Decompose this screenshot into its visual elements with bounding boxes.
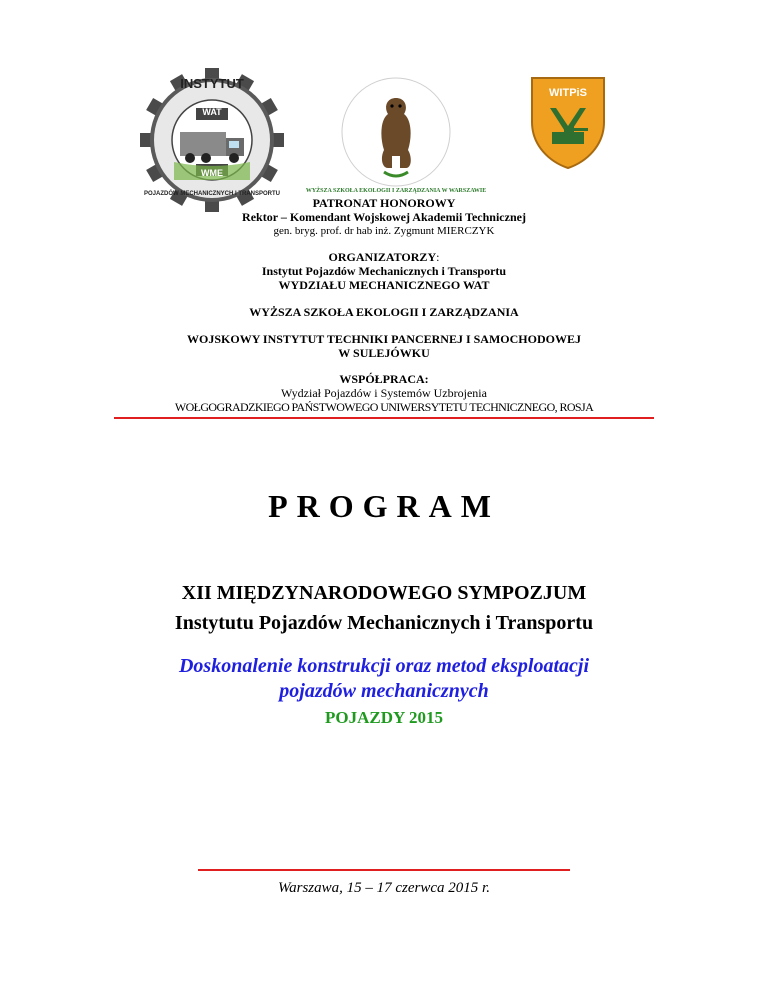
svg-text:WME: WME — [201, 168, 223, 178]
organizers — [0, 250, 768, 292]
program-title: PROGRAM — [268, 488, 500, 524]
svg-text:POJAZDÓW MECHANICZNYCH I TRANS: POJAZDÓW MECHANICZNYCH I TRANSPORTU — [144, 191, 280, 197]
witpis-shield-logo-icon — [528, 74, 608, 170]
patronage-line-1: Rektor – Komendant Wojskowej Akademii Technicznej — [242, 210, 526, 224]
bear-logo-icon — [305, 68, 487, 198]
witpis-line-2: W SULEJÓWKU — [338, 346, 430, 360]
event-name: POJAZDY 2015 — [325, 708, 443, 727]
organizers-heading: ORGANIZATORZY — [328, 250, 437, 264]
patronage-line-2: gen. bryg. prof. dr hab inż. Zygmunt MIERCZYK — [273, 225, 495, 237]
date-location: Warszawa, 15 – 17 czerwca 2015 r. — [278, 880, 490, 896]
svg-text:WYŻSZA SZKOŁA EKOLOGII I ZARZĄ: WYŻSZA SZKOŁA EKOLOGII I ZARZĄDZANIA W WARSZAWIE — [305, 188, 487, 194]
symposium-line-2: Instytutu Pojazdów Mechanicznych i Transportu — [174, 612, 594, 634]
svg-text:INSTYTUT: INSTYTUT — [180, 76, 244, 91]
organizers-line-1: Instytut Pojazdów Mechanicznych i Transportu — [261, 264, 507, 278]
wat-gear-logo-icon — [132, 70, 292, 210]
logos-row — [0, 60, 768, 210]
cooperation — [0, 372, 768, 414]
theme-line-2: pojazdów mechanicznych — [279, 680, 489, 702]
witpis-organizer — [0, 332, 768, 360]
organizers-heading-row — [0, 250, 768, 264]
organizers-line-2: WYDZIAŁU MECHANICZNEGO WAT — [278, 278, 490, 292]
honorary-patronage — [0, 196, 768, 238]
patronage-heading: PATRONAT HONOROWY — [312, 196, 456, 210]
svg-text:WITPiS: WITPiS — [549, 87, 587, 99]
symposium-line-1: XII MIĘDZYNARODOWEGO SYMPOZJUM — [181, 582, 587, 604]
cooperation-heading: WSPÓŁPRACA: — [339, 372, 429, 386]
witpis-line-1: WOJSKOWY INSTYTUT TECHNIKI PANCERNEJ I SAMOCHODOWEJ — [187, 332, 581, 346]
divider-top — [114, 417, 654, 419]
svg-text:WAT: WAT — [202, 107, 222, 117]
theme-line-1: Doskonalenie konstrukcji oraz metod eksploatacji — [178, 655, 590, 677]
organizers-colon: : — [436, 250, 440, 264]
cooperation-line-2: WOŁGOGRADZKIEGO PAŃSTWOWEGO UNIWERSYTETU TECHNICZNEGO, ROSJA — [174, 400, 594, 414]
wsez-organizer: WYŻSZA SZKOŁA EKOLOGII I ZARZĄDZANIA — [249, 305, 519, 319]
cooperation-line-1: Wydział Pojazdów i Systemów Uzbrojenia — [281, 386, 487, 400]
divider-bottom — [198, 869, 570, 871]
